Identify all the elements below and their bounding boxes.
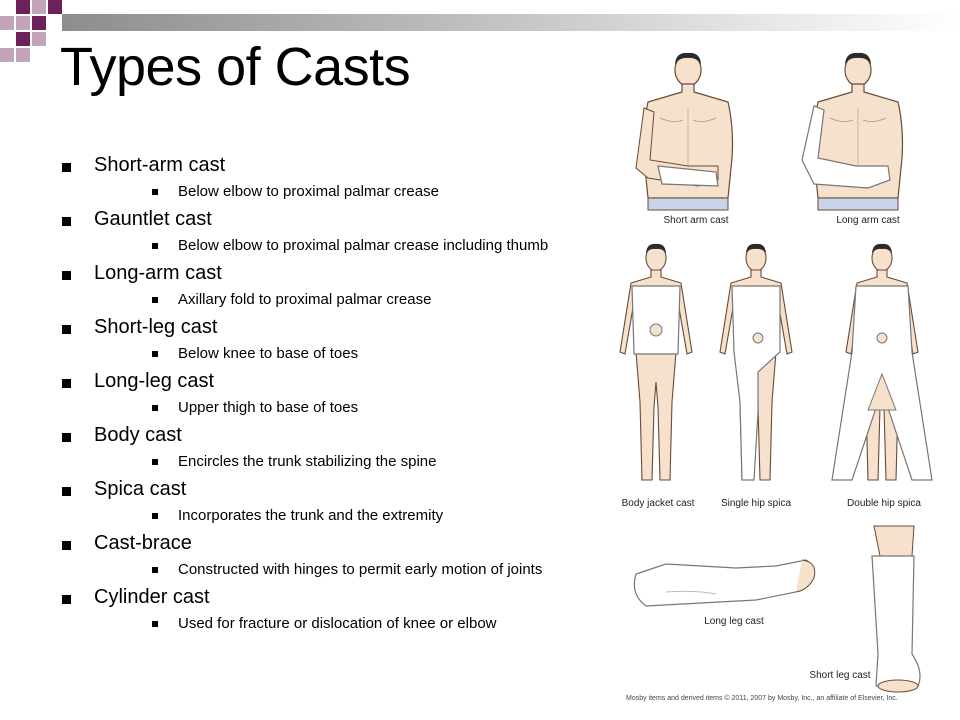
title-bar-gradient <box>62 14 960 31</box>
cast-illustration-svg <box>606 44 956 716</box>
bullet-icon <box>152 567 158 573</box>
list-item <box>60 152 590 178</box>
caption-double-hip: Double hip spica <box>847 498 921 509</box>
short-arm-figure <box>636 53 733 210</box>
subitem-text: Below knee to base of toes <box>178 345 359 362</box>
item-label: Cylinder cast <box>94 586 210 608</box>
bullet-icon <box>152 405 158 411</box>
copyright-credit: Mosby items and derived items © 2011, 2007 by Mosby, Inc., an affiliate of Elsevier, Inc. <box>626 695 898 702</box>
bullet-icon <box>152 189 158 195</box>
bullet-icon <box>62 433 71 442</box>
cast-illustration <box>606 44 956 716</box>
subitem-text: Constructed with hinges to permit early motion of joints <box>178 561 543 578</box>
list-item <box>60 584 590 610</box>
long-leg-figure <box>634 560 814 606</box>
caption-long-leg: Long leg cast <box>704 616 764 627</box>
item-label: Long-leg cast <box>94 370 215 392</box>
list-subitem <box>60 454 590 469</box>
list-item <box>60 368 590 394</box>
single-hip-figure <box>720 244 792 480</box>
subitem-text: Encircles the trunk stabilizing the spine <box>178 453 437 470</box>
item-label: Gauntlet cast <box>94 208 212 230</box>
bullet-icon <box>62 487 71 496</box>
bullet-icon <box>152 621 158 627</box>
list-item <box>60 206 590 232</box>
bullet-icon <box>152 297 158 303</box>
subitem-text: Axillary fold to proximal palmar crease <box>178 291 432 308</box>
item-label: Short-arm cast <box>94 154 226 176</box>
bullet-icon <box>152 351 158 357</box>
list-subitem <box>60 238 590 253</box>
caption-short-leg: Short leg cast <box>809 670 871 681</box>
bullet-icon <box>62 271 71 280</box>
list-item <box>60 314 590 340</box>
caption-single-hip: Single hip spica <box>720 498 792 509</box>
caption-long-arm: Long arm cast <box>836 215 900 226</box>
subitem-text: Below elbow to proximal palmar crease <box>178 183 439 200</box>
subitem-text: Upper thigh to base of toes <box>178 399 359 416</box>
list-subitem <box>60 562 590 577</box>
cast-types-list <box>60 152 590 638</box>
list-item <box>60 476 590 502</box>
subitem-text: Incorporates the trunk and the extremity <box>178 507 444 524</box>
caption-short-arm: Short arm cast <box>663 215 729 226</box>
bullet-icon <box>62 379 71 388</box>
bullet-icon <box>152 513 158 519</box>
bullet-icon <box>152 459 158 465</box>
item-label: Spica cast <box>94 478 187 500</box>
item-label: Cast-brace <box>94 532 192 554</box>
double-hip-figure <box>832 244 932 480</box>
short-leg-figure <box>872 526 920 692</box>
bullet-icon <box>152 243 158 249</box>
list-subitem <box>60 292 590 307</box>
subitem-text: Below elbow to proximal palmar crease including thumb <box>178 237 549 254</box>
caption-body-jacket: Body jacket cast <box>621 498 695 509</box>
bullet-icon <box>62 163 71 172</box>
list-subitem <box>60 616 590 631</box>
item-label: Long-arm cast <box>94 262 222 284</box>
page-title: Types of Casts <box>60 37 411 97</box>
bullet-icon <box>62 541 71 550</box>
list-subitem <box>60 346 590 361</box>
bullet-icon <box>62 217 71 226</box>
list-subitem <box>60 184 590 199</box>
item-label: Short-leg cast <box>94 316 218 338</box>
list-subitem <box>60 400 590 415</box>
subitem-text: Used for fracture or dislocation of knee or elbow <box>178 615 497 632</box>
list-subitem <box>60 508 590 523</box>
list-item <box>60 260 590 286</box>
bullet-icon <box>62 595 71 604</box>
body-jacket-figure <box>620 244 692 480</box>
list-item <box>60 530 590 556</box>
list-item <box>60 422 590 448</box>
item-label: Body cast <box>94 424 182 446</box>
bullet-icon <box>62 325 71 334</box>
long-arm-figure <box>802 53 903 210</box>
